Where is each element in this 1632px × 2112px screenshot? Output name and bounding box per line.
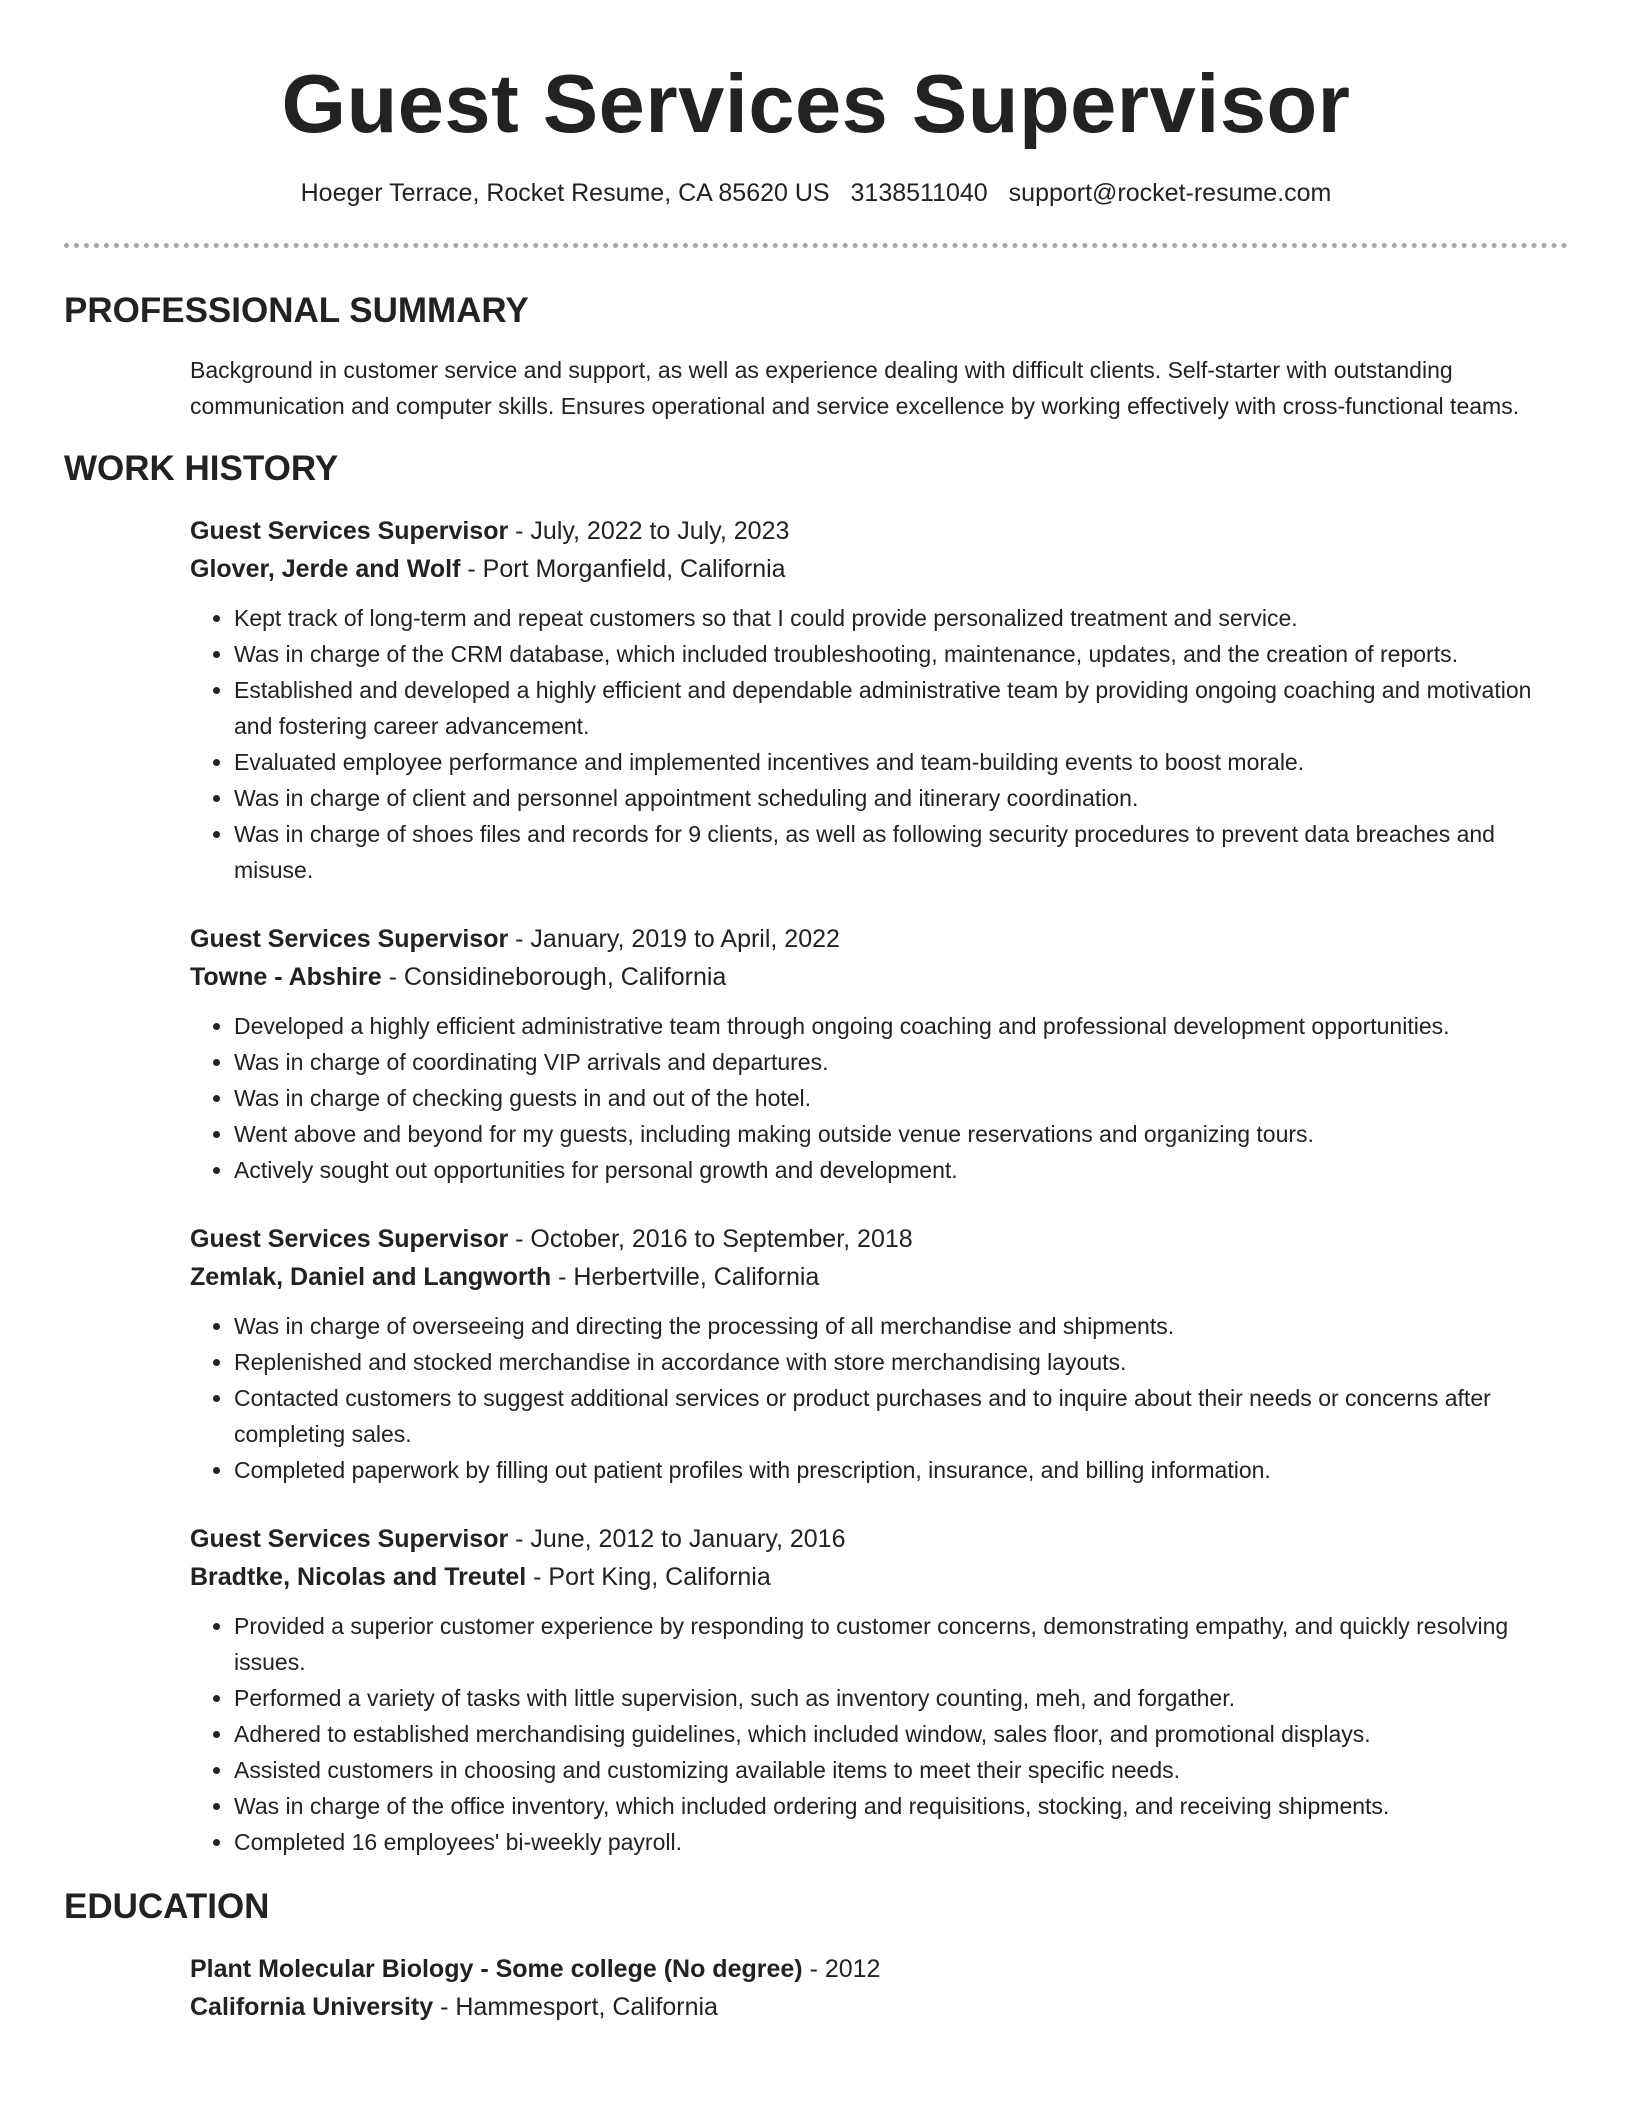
job-role: Guest Services Supervisor: [190, 925, 509, 953]
job-company-line: [190, 1258, 1568, 1296]
job-role: Guest Services Supervisor: [190, 1525, 509, 1553]
duty-item: • Evaluated employee performance and implemented incentives and team-building events to boost morale.: [234, 744, 1568, 780]
duty-item: • Developed a highly efficient administrative team through ongoing coaching and professional development opportunities.: [234, 1008, 1568, 1044]
duty-item: • Contacted customers to suggest additional services or product purchases and to inquire about their needs or concerns after completing sales.: [234, 1380, 1568, 1452]
job-company: Zemlak, Daniel and Langworth: [190, 1263, 552, 1291]
job-duties-list: [190, 1608, 1568, 1860]
education-section: [64, 1886, 1568, 2026]
education-entry: [190, 1950, 1568, 2026]
contact-phone: 3138511040: [850, 179, 988, 207]
duty-item: • Assisted customers in choosing and customizing available items to meet their specific needs.: [234, 1752, 1568, 1788]
education-school-line: [190, 1988, 1568, 2026]
job-title-line: [190, 1220, 1568, 1258]
contact-address: Hoeger Terrace, Rocket Resume, CA 85620 US: [300, 179, 830, 207]
job-dates: - July, 2022 to July, 2023: [508, 517, 790, 545]
job-dates: - June, 2012 to January, 2016: [508, 1525, 846, 1553]
section-title-summary: PROFESSIONAL SUMMARY: [64, 291, 529, 330]
job-location: - Considineborough, California: [381, 963, 727, 991]
job-dates: - January, 2019 to April, 2022: [508, 925, 840, 953]
job-duties-list: [190, 1308, 1568, 1488]
job-entry: [190, 1220, 1568, 1488]
summary-text: Background in customer service and support, as well as experience dealing with difficult clients. Self-starter with outstanding communication and computer skills. Ensures operational and service excellence by working effectively with cross-functional teams.: [190, 357, 1520, 419]
job-role: Guest Services Supervisor: [190, 1225, 509, 1253]
section-title-work-history: WORK HISTORY: [64, 449, 339, 488]
job-company-line: [190, 1558, 1568, 1596]
duty-item: • Replenished and stocked merchandise in accordance with store merchandising layouts.: [234, 1344, 1568, 1380]
job-company: Glover, Jerde and Wolf: [190, 555, 461, 583]
summary-section: [64, 290, 1568, 424]
job-title-line: [190, 920, 1568, 958]
jobs-list: [190, 512, 1568, 1860]
duty-item: • Performed a variety of tasks with little supervision, such as inventory counting, meh, and forgather.: [234, 1680, 1568, 1716]
job-entry: [190, 1520, 1568, 1860]
contact-email: support@rocket-resume.com: [1008, 179, 1332, 207]
job-location: - Port Morganfield, California: [460, 555, 786, 583]
duty-item: • Was in charge of checking guests in and out of the hotel.: [234, 1080, 1568, 1116]
duty-item: • Was in charge of shoes files and records for 9 clients, as well as following security procedures to prevent data breaches and misuse.: [234, 816, 1568, 888]
duty-item: • Was in charge of the office inventory, which included ordering and requisitions, stocking, and receiving shipments.: [234, 1788, 1568, 1824]
job-dates: - October, 2016 to September, 2018: [508, 1225, 913, 1253]
duty-item: • Was in charge of overseeing and directing the processing of all merchandise and shipments.: [234, 1308, 1568, 1344]
duty-item: • Went above and beyond for my guests, including making outside venue reservations and organizing tours.: [234, 1116, 1568, 1152]
work-history-section: [64, 448, 1568, 1860]
duty-item: • Was in charge of client and personnel appointment scheduling and itinerary coordination.: [234, 780, 1568, 816]
job-company: Bradtke, Nicolas and Treutel: [190, 1563, 527, 1591]
section-title-education: EDUCATION: [64, 1887, 270, 1926]
duty-item: • Established and developed a highly efficient and dependable administrative team by providing ongoing coaching and motivation and fostering career advancement.: [234, 672, 1568, 744]
education-list: [190, 1950, 1568, 2026]
contact-line: [64, 178, 1568, 208]
job-role: Guest Services Supervisor: [190, 517, 509, 545]
education-year: - 2012: [802, 1955, 881, 1983]
job-duties-list: [190, 600, 1568, 888]
job-company-line: [190, 958, 1568, 996]
education-location: - Hammesport, California: [433, 1993, 718, 2021]
duty-item: • Completed 16 employees' bi-weekly payroll.: [234, 1824, 1568, 1860]
job-entry: [190, 920, 1568, 1188]
education-degree: Plant Molecular Biology - Some college (No degree): [190, 1955, 803, 1983]
duty-item: • Provided a superior customer experience by responding to customer concerns, demonstrating empathy, and quickly resolving issues.: [234, 1608, 1568, 1680]
job-location: - Port King, California: [526, 1563, 771, 1591]
duty-item: • Actively sought out opportunities for personal growth and development.: [234, 1152, 1568, 1188]
duty-item: • Adhered to established merchandising guidelines, which included window, sales floor, and promotional displays.: [234, 1716, 1568, 1752]
duty-item: • Completed paperwork by filling out patient profiles with prescription, insurance, and billing information.: [234, 1452, 1568, 1488]
job-entry: [190, 512, 1568, 888]
duty-item: • Kept track of long-term and repeat customers so that I could provide personalized treatment and service.: [234, 600, 1568, 636]
job-location: - Herbertville, California: [551, 1263, 820, 1291]
education-degree-line: [190, 1950, 1568, 1988]
job-company-line: [190, 550, 1568, 588]
duty-item: • Was in charge of the CRM database, which included troubleshooting, maintenance, updates, and the creation of reports.: [234, 636, 1568, 672]
job-duties-list: [190, 1008, 1568, 1188]
job-company: Towne - Abshire: [190, 963, 382, 991]
job-title-line: [190, 1520, 1568, 1558]
education-school: California University: [190, 1993, 434, 2021]
duty-item: • Was in charge of coordinating VIP arrivals and departures.: [234, 1044, 1568, 1080]
job-title-line: [190, 512, 1568, 550]
resume-name: Guest Services Supervisor: [281, 57, 1351, 150]
header-divider: [64, 243, 1568, 248]
